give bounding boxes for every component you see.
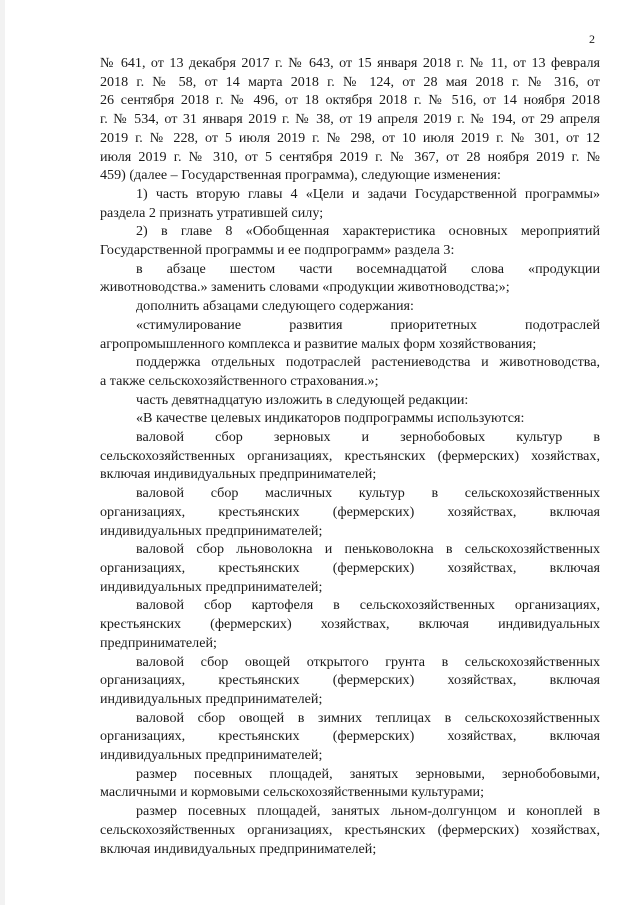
text-line: поддержка отдельных подотраслей растениеводства и животноводства, (136, 354, 600, 371)
paragraph (100, 802, 600, 858)
text-line: «стимулирование развития приоритетных подотраслей (136, 316, 600, 333)
text-line: 2) в главе 8 «Обобщенная характеристика основных мероприятий (136, 223, 600, 240)
text-line: в абзаце шестом части восемнадцатой слова «продукции (136, 260, 600, 277)
text-line: дополнить абзацами следующего содержания: (136, 298, 414, 315)
text-line: «В качестве целевых индикаторов подпрограммы используются: (136, 410, 525, 427)
text-line: организациях, крестьянских (фермерских) хозяйствах, включая (100, 672, 600, 689)
text-line: включая индивидуальных предпринимателей; (100, 840, 377, 857)
text-line: 2019 г. № 228, от 5 июля 2019 г. № 298, от 10 июля 2019 г. № 301, от 12 (100, 129, 600, 146)
text-line: индивидуальных предпринимателей; (100, 690, 323, 707)
text-line: валовой сбор масличных культур в сельскохозяйственных (136, 485, 600, 502)
paragraph (100, 484, 600, 540)
paragraph (100, 709, 600, 765)
text-line: часть девятнадцатую изложить в следующей редакции: (136, 391, 469, 408)
text-line: 459) (далее – Государственная программа), следующие изменения: (100, 167, 501, 184)
text-line: индивидуальных предпринимателей; (100, 747, 323, 764)
paragraph (100, 653, 600, 709)
text-line: 1) часть вторую главы 4 «Цели и задачи Государственной программы» (136, 185, 600, 202)
text-line: № 641, от 13 декабря 2017 г. № 643, от 15 января 2018 г. № 11, от 13 февраля (100, 55, 600, 71)
document-body (100, 54, 600, 858)
paragraph (100, 428, 600, 484)
paragraph (100, 54, 600, 185)
text-line: валовой сбор зерновых и зернобобовых культур в (136, 429, 600, 446)
text-line: включая индивидуальных предпринимателей; (100, 466, 377, 483)
paragraph (100, 185, 600, 222)
text-line: индивидуальных предпринимателей; (100, 522, 323, 539)
paragraph (100, 353, 600, 390)
text-line: валовой сбор льноволокна и пеньковолокна в сельскохозяйственных (136, 541, 600, 558)
scan-edge (0, 0, 5, 905)
paragraph (100, 765, 600, 802)
text-line: животноводства.» заменить словами «продукции животноводства;»; (100, 279, 510, 296)
text-line: предпринимателей; (100, 634, 217, 651)
text-line: индивидуальных предпринимателей; (100, 578, 323, 595)
text-line: 26 сентября 2018 г. № 496, от 18 октября 2018 г. № 516, от 14 ноября 2018 (100, 92, 600, 109)
text-line: раздела 2 признать утратившей силу; (100, 204, 324, 221)
text-line: валовой сбор овощей в зимних теплицах в сельскохозяйственных (136, 709, 600, 726)
text-line: масличными и кормовыми сельскохозяйственными культурами; (100, 784, 484, 801)
page-number: 2 (589, 32, 595, 46)
text-line: размер посевных площадей, занятых зерновыми, зернобобовыми, (136, 765, 600, 782)
text-line: валовой сбор картофеля в сельскохозяйственных организациях, (136, 597, 600, 614)
text-line: 2018 г. № 58, от 14 марта 2018 г. № 124, от 28 мая 2018 г. № 316, от (100, 73, 600, 90)
text-line: валовой сбор овощей открытого грунта в сельскохозяйственных (136, 653, 600, 670)
paragraph (100, 297, 600, 316)
text-line: организациях, крестьянских (фермерских) хозяйствах, включая (100, 503, 600, 520)
text-line: организациях, крестьянских (фермерских) хозяйствах, включая (100, 728, 600, 745)
text-line: крестьянских (фермерских) хозяйствах, включая индивидуальных (100, 616, 600, 633)
text-line: Государственной программы и ее подпрограмм» раздела 3: (100, 242, 455, 259)
text-line: агропромышленного комплекса и развитие малых форм хозяйствования; (100, 335, 537, 352)
text-line: июля 2019 г. № 310, от 5 сентября 2019 г. № 367, от 28 ноября 2019 г. № (100, 148, 600, 165)
paragraph (100, 260, 600, 297)
paragraph (100, 222, 600, 259)
text-line: сельскохозяйственных организациях, крестьянских (фермерских) хозяйствах, (100, 821, 600, 838)
text-line: размер посевных площадей, занятых льном-долгунцом и коноплей в (136, 803, 600, 820)
text-line: а также сельскохозяйственного страхования.»; (100, 372, 379, 389)
text-line: г. № 534, от 31 января 2019 г. № 38, от 19 апреля 2019 г. № 194, от 29 апреля (100, 111, 600, 128)
text-line: организациях, крестьянских (фермерских) хозяйствах, включая (100, 559, 600, 576)
paragraph (100, 596, 600, 652)
paragraph (100, 316, 600, 353)
text-line: сельскохозяйственных организациях, крестьянских (фермерских) хозяйствах, (100, 447, 600, 464)
paragraph (100, 540, 600, 596)
paragraph (100, 409, 600, 428)
paragraph (100, 391, 600, 410)
